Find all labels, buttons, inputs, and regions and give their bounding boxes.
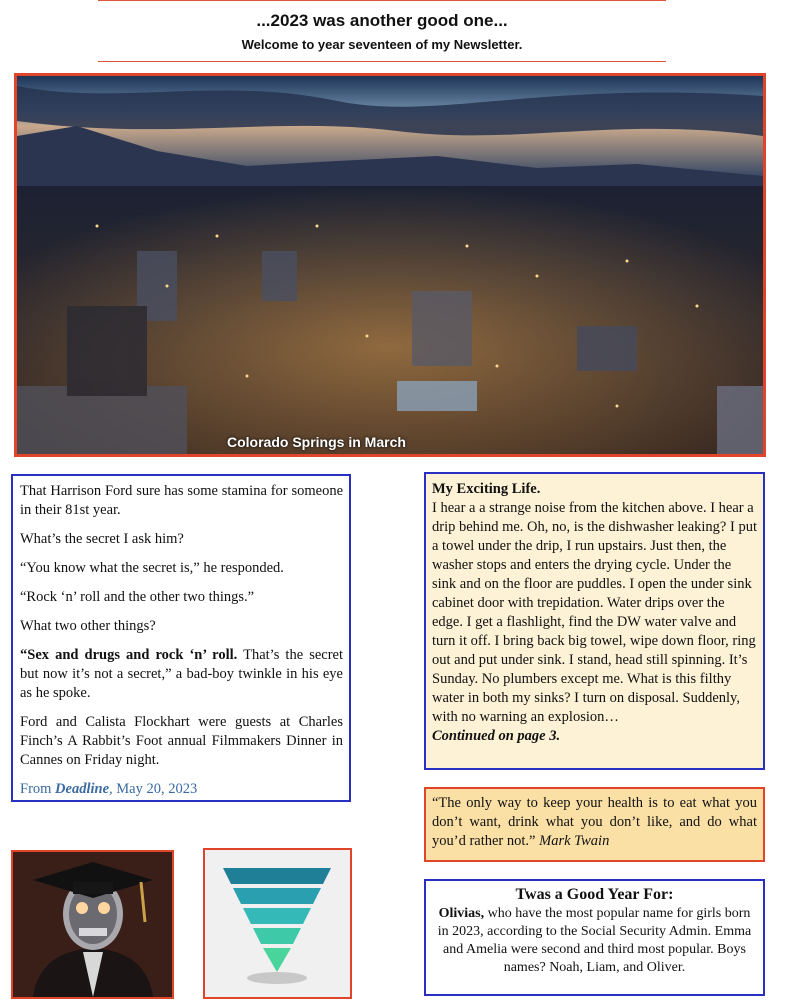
story-paragraph: Ford and Calista Flockhart were guests at Charles Finch’s A Rabbit’s Foot annual Filmmakers Dinner in Cannes on Friday night.: [20, 714, 343, 768]
pyramid-chart-image: [203, 848, 352, 999]
harrison-ford-story: [11, 474, 351, 802]
exciting-life-story: [424, 472, 765, 770]
photo-caption: Colorado Springs in March: [227, 434, 406, 450]
good-year-title: Twas a Good Year For:: [515, 886, 674, 903]
newsletter-title: ...2023 was another good one...: [256, 11, 508, 30]
source-date: , May 20, 2023: [109, 781, 198, 797]
story-paragraph: [20, 646, 343, 703]
good-year-box: [424, 879, 765, 996]
robot-graduate-image: [11, 850, 174, 999]
city-night-image: [17, 76, 763, 454]
newsletter-subtitle: Welcome to year seventeen of my Newsletter.: [241, 37, 523, 52]
continued-note: Continued on page 3.: [432, 728, 561, 744]
inverted-pyramid-icon: [205, 850, 350, 997]
story-paragraph: What two other things?: [20, 618, 156, 634]
newsletter-header: [98, 0, 666, 62]
good-year-body: [434, 905, 755, 977]
good-year-lead: Olivias,: [438, 906, 485, 921]
quote-author: Mark Twain: [539, 833, 610, 849]
city-photo: [14, 73, 766, 457]
good-year-text: who have the most popular name for girls born in 2023, according to the Social Security Admin. Emma and Amelia were second and third most popular. Boys names? Noah, Liam, and Oliver.: [437, 906, 752, 975]
story-quote-rest: That’s the secret but now it’s not a secret,” a bad-boy twinkle in his eye as he spoke.: [20, 647, 343, 701]
story-paragraph: What’s the secret I ask him?: [20, 531, 184, 547]
story-paragraph: That Harrison Ford sure has some stamina for someone in their 81st year.: [20, 483, 343, 518]
story-paragraph: “Rock ‘n’ roll and the other two things.”: [20, 589, 255, 605]
story-source: [20, 780, 343, 799]
source-prefix: From: [20, 781, 56, 797]
exciting-life-title: My Exciting Life.: [432, 481, 541, 497]
robot-graduate-icon: [13, 852, 172, 997]
source-name: Deadline: [55, 781, 110, 797]
story-bold-quote: “Sex and drugs and rock ‘n’ roll.: [20, 647, 238, 663]
quote-text: “The only way to keep your health is to eat what you don’t want, drink what you don’t like, and do what you’d rather not.”: [432, 795, 757, 849]
mark-twain-quote: [424, 787, 765, 862]
story-paragraph: “You know what the secret is,” he responded.: [20, 560, 284, 576]
exciting-life-body: I hear a a strange noise from the kitchen above. I hear a drip behind me. Oh, no, is the dishwasher leaking? I put a towel under the drip, I run upstairs. Just then, the washer stops and enters the drying cycle. Under the sink and on the floor are puddles. I open the under sink cabinet door with trepidation. Water drips over the edge. I get a flashlight, find the DW water valve and turn it off. I bring back big towel, wipe down floor, ring out and put under sink. I stand, head still spinning. It’s Sunday. No plumbers except me. What is this filthy water in both my sinks? I turn on disposal. Suddenly, with no warning an explosion…: [432, 500, 757, 725]
